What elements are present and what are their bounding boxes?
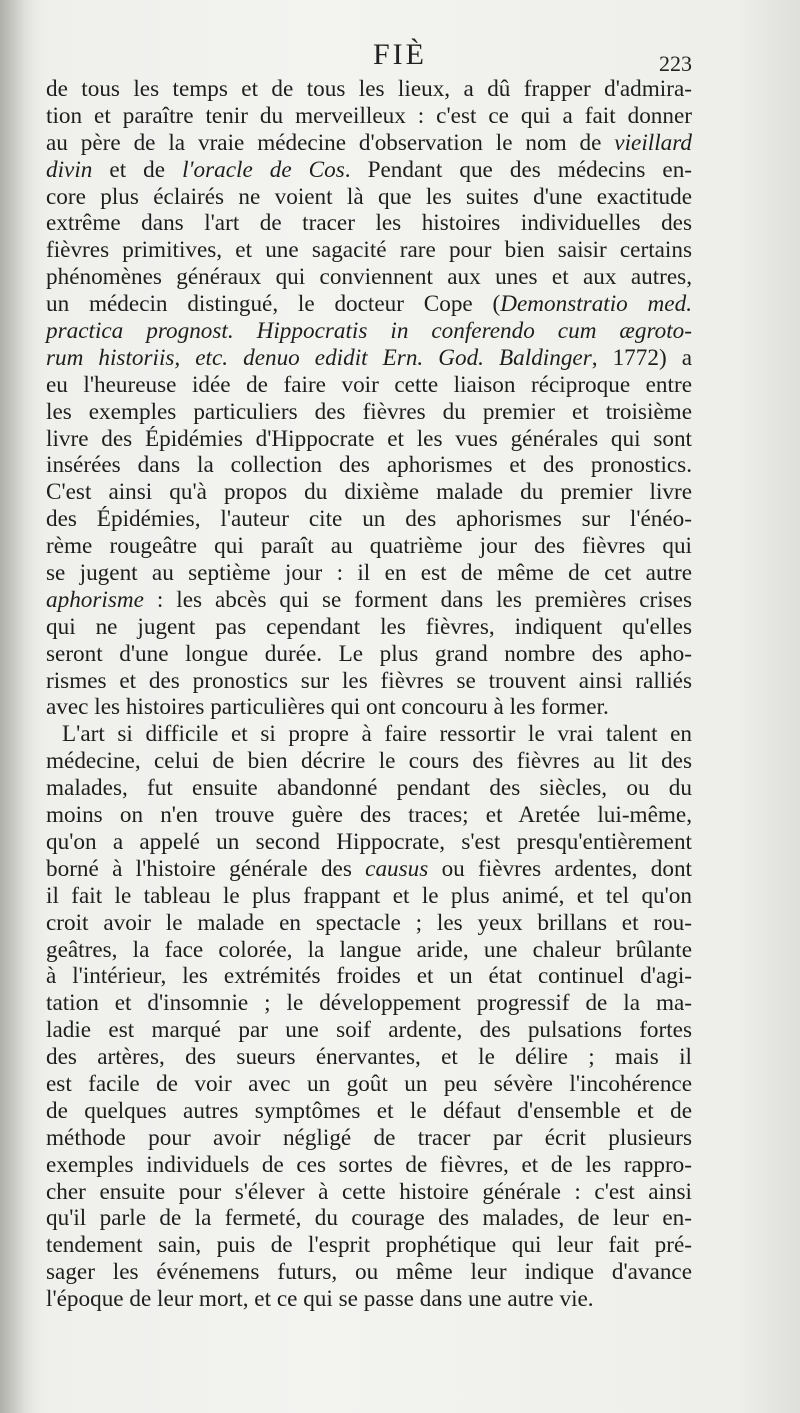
italic-text: vieillard [614, 129, 692, 156]
italic-text: practica prognost. Hippocratis in conferendo cum ægroto- [46, 318, 692, 345]
text-line [46, 76, 692, 103]
text-line [46, 452, 692, 479]
text-run: fièvres primitives, et une sagacité rare pour bien saisir certains [46, 237, 692, 264]
text-line [46, 775, 692, 802]
text-run: il fait le tableau le plus frappant et le plus animé, et tel qu'on [46, 882, 692, 909]
text-line [46, 1044, 692, 1071]
text-line [46, 1071, 692, 1098]
text-line [46, 533, 692, 560]
text-line [46, 1017, 692, 1044]
text-line [46, 479, 692, 506]
text-line [46, 1152, 692, 1179]
text-line [46, 157, 692, 184]
text-line [46, 318, 692, 345]
text-line [46, 1232, 692, 1259]
text-line [46, 237, 692, 264]
text-run: est facile de voir avec un goût un peu sévère l'incohérence [46, 1070, 692, 1097]
text-line [46, 291, 692, 318]
text-line [46, 399, 692, 426]
text-run: seront d'une longue durée. Le plus grand nombre des apho- [46, 640, 692, 667]
italic-text: causus [365, 855, 429, 882]
text-line [46, 937, 692, 964]
running-head-title: FIÈ [373, 38, 427, 71]
italic-text: rum historiis, etc. denuo edidit Ern. God. Baldinger [46, 344, 592, 371]
text-line [46, 668, 692, 695]
text-run: geâtres, la face colorée, la langue aride, une chaleur brûlante [46, 936, 692, 963]
text-run: au père de la vraie médecine d'observation le nom de [46, 129, 615, 156]
text-run: ou fièvres ardentes, dont [428, 855, 692, 882]
page-number: 223 [659, 51, 692, 76]
text-line [46, 910, 692, 937]
text-run: . Pendant que des médecins en- [344, 156, 693, 183]
text-run: rismes et des pronostics sur les fièvres se trouvent ainsi ralliés [46, 667, 692, 694]
text-run: qui ne jugent pas cependant les fièvres, indiquent qu'elles [46, 613, 692, 640]
text-run: insérées dans la collection des aphorismes et des pronostics. [46, 452, 692, 479]
gutter-shadow [0, 0, 34, 1413]
text-line [46, 1205, 692, 1232]
italic-text: aphorisme [46, 586, 144, 613]
text-run: l'époque de leur mort, et ce qui se passe dans une autre vie. [46, 1286, 594, 1313]
text-run: livre des Épidémies d'Hippocrate et les vues générales qui sont [46, 425, 692, 452]
text-run: C'est ainsi qu'à propos du dixième malade du premier livre [46, 479, 692, 506]
text-line [46, 694, 692, 721]
text-line [46, 587, 692, 614]
text-run: des Épidémies, l'auteur cite un des aphorismes sur l'énéo- [46, 506, 692, 533]
running-head [0, 36, 800, 76]
text-line [46, 506, 692, 533]
text-run: croit avoir le malade en spectacle ; les yeux brillans et rou- [46, 909, 692, 936]
italic-text: Demonstratio med. [500, 291, 692, 318]
text-run: avec les histoires particulières qui ont concouru à les former. [46, 694, 609, 721]
text-run: moins on n'en trouve guère des traces; et Aretée lui-même, [46, 802, 692, 829]
text-line [46, 721, 692, 748]
text-run: borné à l'histoire générale des [46, 855, 366, 882]
text-line [46, 614, 692, 641]
body-text [46, 76, 692, 1313]
text-run: tion et paraître tenir du merveilleux : c'est ce qui a fait donner [46, 102, 692, 129]
text-line [46, 426, 692, 453]
text-run: méthode pour avoir négligé de tracer par écrit plusieurs [46, 1124, 692, 1151]
text-run: tation et d'insomnie ; le développement progressif de la ma- [46, 990, 692, 1017]
text-run: extrême dans l'art de tracer les histoires individuelles des [46, 210, 692, 237]
text-run: core plus éclairés ne voient là que les suites d'une exactitude [46, 183, 692, 210]
text-line [46, 802, 692, 829]
italic-text: divin [46, 156, 93, 183]
text-line [46, 883, 692, 910]
text-line [46, 1098, 692, 1125]
text-line [46, 829, 692, 856]
text-run: phénomènes généraux qui conviennent aux unes et aux autres, [46, 264, 692, 291]
text-run: des artères, des sueurs énervantes, et le délire ; mais il [46, 1044, 692, 1071]
text-line [46, 1179, 692, 1206]
text-line [46, 963, 692, 990]
text-line [46, 264, 692, 291]
text-line [46, 103, 692, 130]
text-run: cher ensuite pour s'élever à cette histoire générale : c'est ainsi [46, 1178, 692, 1205]
text-run: exemples individuels de ces sortes de fièvres, et de les rappro- [46, 1151, 692, 1178]
text-run: L'art si difficile et si propre à faire ressortir le vrai talent en [62, 721, 692, 748]
text-line [46, 990, 692, 1017]
text-run: , 1772) a [591, 344, 692, 371]
text-line [46, 748, 692, 775]
text-run: se jugent au septième jour : il en est de même de cet autre [46, 560, 692, 587]
text-line [46, 345, 692, 372]
italic-text: l'oracle de Cos [182, 156, 345, 183]
text-run: eu l'heureuse idée de faire voir cette liaison réciproque entre [46, 371, 692, 398]
text-run: ladie est marqué par une soif ardente, des pulsations fortes [46, 1017, 692, 1044]
text-run: de tous les temps et de tous les lieux, a dû frapper d'admira- [46, 76, 692, 102]
text-line [46, 641, 692, 668]
text-run: : les abcès qui se forment dans les premières crises [143, 586, 692, 613]
text-run: de quelques autres symptômes et le défaut d'ensemble et de [46, 1097, 692, 1124]
text-line [46, 184, 692, 211]
text-run: à l'intérieur, les extrémités froides et un état continuel d'agi- [46, 963, 692, 990]
text-run: et de [92, 156, 183, 183]
text-run: qu'on a appelé un second Hippocrate, s'est presqu'entièrement [46, 828, 692, 855]
text-run: les exemples particuliers des fièvres du premier et troisième [46, 398, 692, 425]
text-line [46, 1125, 692, 1152]
text-line [46, 1259, 692, 1286]
text-line [46, 130, 692, 157]
text-run: un médecin distingué, le docteur Cope ( [46, 291, 501, 318]
text-run: qu'il parle de la fermeté, du courage des malades, de leur en- [46, 1205, 692, 1232]
text-run: médecine, celui de bien décrire le cours des fièvres au lit des [46, 748, 692, 775]
text-line [46, 372, 692, 399]
text-line [46, 856, 692, 883]
text-line [46, 210, 692, 237]
text-line [46, 1286, 692, 1313]
text-run: sager les événemens futurs, ou même leur indique d'avance [46, 1259, 692, 1286]
text-line [46, 560, 692, 587]
text-run: malades, fut ensuite abandonné pendant des siècles, ou du [46, 775, 692, 802]
text-run: rème rougeâtre qui paraît au quatrième jour des fièvres qui [46, 533, 692, 560]
text-run: tendement sain, puis de l'esprit prophétique qui leur fait pré- [46, 1232, 692, 1259]
